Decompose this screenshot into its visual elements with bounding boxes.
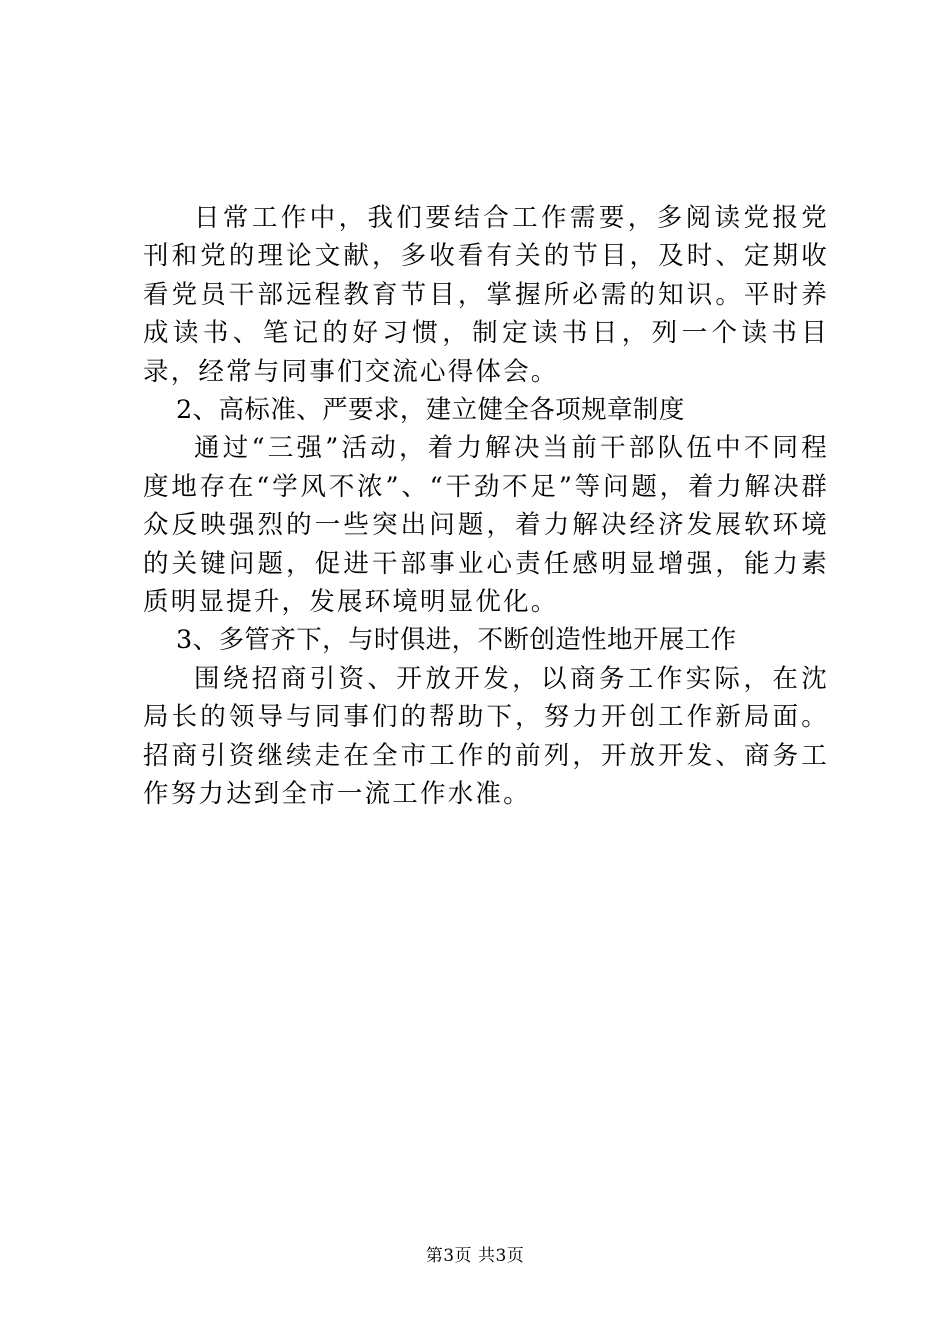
- page-number-footer: 第3页 共3页: [425, 1246, 525, 1266]
- document-body: [143, 199, 829, 814]
- section-heading-3: 3、多管齐下，与时俱进，不断创造性地开展工作: [176, 625, 737, 656]
- paragraph-reading-habits: 日常工作中，我们要结合工作需要，多阅读党报党刊和党的理论文献，多收看有关的节目，及时、定期收看党员干部远程教育节目，掌握所必需的知识。平时养成读书、笔记的好习惯，制定读书日，列一个读书目录，经常与同事们交流心得体会。: [143, 203, 829, 387]
- paragraph-three-strong: 通过“三强”活动，着力解决当前干部队伍中不同程度地存在“学风不浓”、“干劲不足”等问题，着力解决群众反映强烈的一些突出问题，着力解决经济发展软环境的关键问题，促进干部事业心责任感明显增强，能力素质明显提升，发展环境明显优化。: [143, 433, 829, 618]
- paragraph-investment: 围绕招商引资、开放开发，以商务工作实际，在沈局长的领导与同事们的帮助下，努力开创工作新局面。招商引资继续走在全市工作的前列，开放开发、商务工作努力达到全市一流工作水准。: [143, 663, 829, 810]
- section-heading-2: 2、高标准、严要求，建立健全各项规章制度: [176, 395, 685, 426]
